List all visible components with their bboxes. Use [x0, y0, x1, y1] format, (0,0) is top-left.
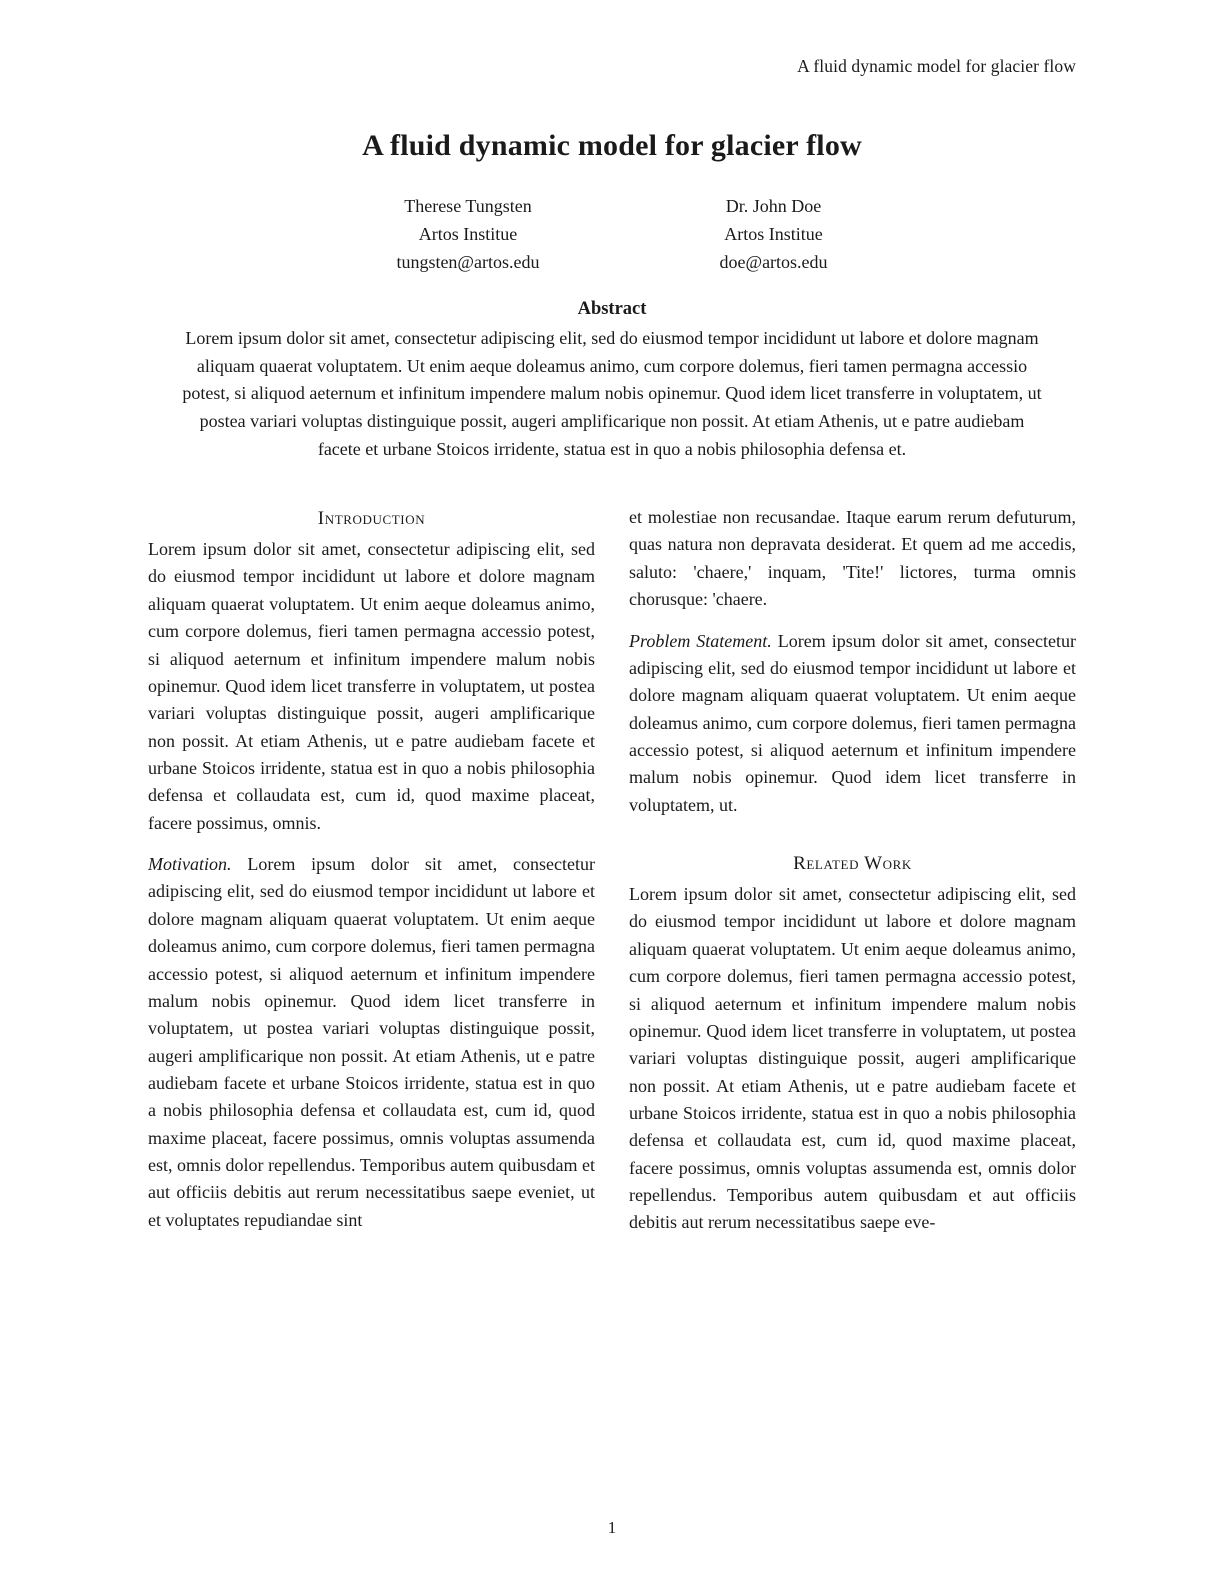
running-head: A fluid dynamic model for glacier flow — [797, 56, 1076, 76]
paragraph-problem-statement — [629, 628, 1076, 820]
section-heading-related-work: Related Work — [793, 853, 912, 875]
paragraph-text: Lorem ipsum dolor sit amet, consectetur adipiscing elit, sed do eiusmod tempor incididunt ut labore et dolore magnam aliquam quaerat voluptatem. Ut enim aeque doleamus animo, cum corpore dolemus, fieri tamen permagna accessio potest, si aliquod aeternum et infinitum impendere malum nobis opinemur. Quod idem licet transferre in voluptatem, ut postea variari voluptas distinguique possit, augeri amplificarique non possit. At etiam Athenis, ut e patre audiebam facete et urbane Stoicos irridente, statua est in quo a nobis philosophia defensa et collaudata est, cum id, quod maxime placeat, facere possimus, omnis voluptas assumenda est, omnis dolor repellendus. Temporibus autem quibusdam et aut officiis debitis aut rerum necessitatibus saepe eveniet, ut et voluptates repudiandae sint — [148, 854, 595, 1230]
page-title: A fluid dynamic model for glacier flow — [362, 129, 862, 162]
page-number: 1 — [607, 1518, 617, 1537]
abstract-text: Lorem ipsum dolor sit amet, consectetur adipiscing elit, sed do eiusmod tempor incididunt ut labore et dolore magnam aliquam quaerat voluptatem. Ut enim aeque doleamus animo, cum corpore dolemus, fieri tamen permagna accessio potest, si aliquod aeternum et infinitum impendere malum nobis opinemur. Quod idem licet transferre in voluptatem, ut postea variari voluptas distinguique possit, augeri amplificarique non possit. At etiam Athenis, ut e patre audiebam facete et urbane Stoicos irridente, statua est in quo a nobis philosophia defensa et. — [182, 327, 1042, 460]
paragraph-text: Lorem ipsum dolor sit amet, consectetur adipiscing elit, sed do eiusmod tempor incididunt ut labore et dolore magnam aliquam quaerat voluptatem. Ut enim aeque doleamus animo, cum corpore dolemus, fieri tamen permagna accessio potest, si aliquod aeternum et infinitum impendere malum nobis opinemur. Quod idem licet transferre in voluptatem, ut. — [629, 630, 1076, 815]
left-column — [148, 504, 595, 1237]
abstract-heading: Abstract — [577, 298, 647, 319]
run-in-heading-motivation: Motivation. — [148, 854, 232, 875]
author-block — [148, 193, 1076, 277]
author-email: doe@artos.edu — [719, 251, 828, 272]
right-column — [629, 504, 1076, 1237]
author-entry — [720, 193, 828, 277]
paragraph: Lorem ipsum dolor sit amet, consectetur adipiscing elit, sed do eiusmod tempor incididunt ut labore et dolore magnam aliquam quaerat voluptatem. Ut enim aeque doleamus animo, cum corpore dolemus, fieri tamen permagna accessio potest, si aliquod aeternum et infinitum impendere malum nobis opinemur. Quod idem licet transferre in voluptatem, ut postea variari voluptas distinguique possit, augeri amplificarique non possit. At etiam Athenis, ut e patre audiebam facete et urbane Stoicos irridente, statua est in quo a nobis philosophia defensa et collaudata est, cum id, quod maxime placeat, facere possimus, omnis. — [148, 539, 595, 833]
author-name: Therese Tungsten — [404, 196, 532, 216]
author-email: tungsten@artos.edu — [396, 251, 540, 272]
author-affiliation: Artos Institue — [418, 223, 518, 244]
two-column-body — [148, 504, 1076, 1237]
author-name: Dr. John Doe — [725, 196, 822, 216]
paragraph-continuation: et molestiae non recusandae. Itaque earum rerum defuturum, quas natura non depravata desiderat. Et quem ad me accedis, saluto: 'chaere,' inquam, 'Tite!' lictores, turma omnis chorusque: 'chaere. — [629, 507, 1076, 610]
paragraph: Lorem ipsum dolor sit amet, consectetur adipiscing elit, sed do eiusmod tempor incididunt ut labore et dolore magnam aliquam quaerat voluptatem. Ut enim aeque doleamus animo, cum corpore dolemus, fieri tamen permagna accessio potest, si aliquod aeternum et infinitum impendere malum nobis opinemur. Quod idem licet transferre in voluptatem, ut postea variari voluptas distinguique possit, augeri amplificarique non possit. At etiam Athenis, ut e patre audiebam facete et urbane Stoicos irridente, statua est in quo a nobis philosophia defensa et collaudata est, cum id, quod maxime placeat, facere possimus, omnis voluptas assumenda est, omnis dolor repellendus. Temporibus autem quibusdam et aut officiis debitis aut rerum necessitatibus saepe eve- — [629, 884, 1076, 1233]
author-affiliation: Artos Institue — [724, 223, 823, 244]
section-heading-introduction: Introduction — [317, 508, 426, 530]
paragraph-motivation — [148, 851, 595, 1234]
run-in-heading-problem-statement: Problem Statement. — [629, 630, 772, 651]
author-entry — [396, 193, 539, 277]
